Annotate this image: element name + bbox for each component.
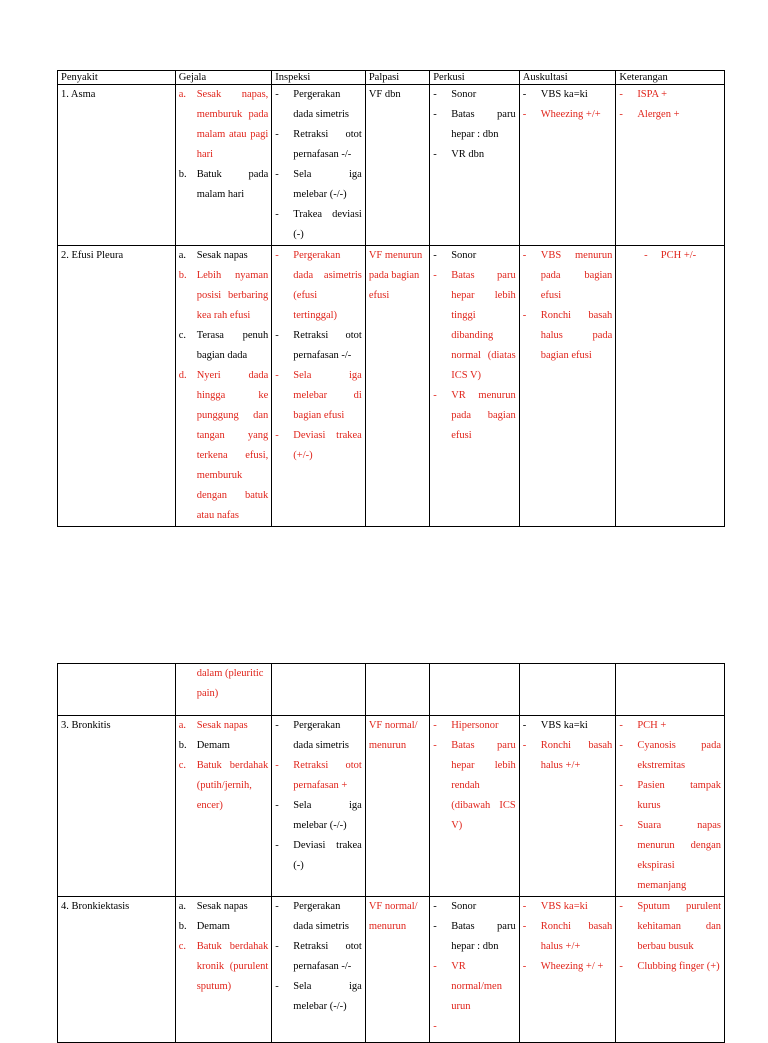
list-marker: -: [522, 310, 527, 321]
list-item-text: Deviasi trakea (+/-): [293, 430, 362, 461]
list-item-text: VR dbn: [451, 149, 485, 160]
list-marker: -: [275, 941, 279, 952]
list-item-text: Pergerakan dada asimetris (efusi tertinggal): [293, 250, 362, 321]
list-item-text: Pergerakan dada simetris: [293, 720, 349, 751]
bullet-list: [179, 716, 269, 816]
list-item: [619, 816, 721, 896]
list-item-text: Pergerakan dada simetris: [293, 89, 349, 120]
header-keterangan: Keterangan: [616, 71, 725, 85]
list-item-text: Pergerakan dada simetris: [293, 901, 349, 932]
table-row: [58, 664, 725, 716]
palpasi-text: VF normal/ menurun: [368, 720, 418, 751]
list-marker: -: [619, 901, 623, 912]
palpasi-cell: [365, 664, 429, 716]
list-item: [179, 246, 269, 266]
list-item-text: VBS ka=ki: [540, 901, 588, 912]
list-item-text: Batuk pada malam hari: [196, 169, 269, 200]
penyakit-cell: 3. Bronkitis: [58, 716, 176, 897]
list-item: [523, 736, 613, 776]
list-marker: c.: [178, 941, 186, 952]
list-item: [275, 836, 362, 876]
gejala-cell: [175, 716, 272, 897]
palpasi-text: VF normal/ menurun: [368, 901, 418, 932]
list-marker: -: [275, 89, 279, 100]
auskultasi-cell: [519, 664, 616, 716]
list-item: [179, 366, 269, 526]
list-item: [275, 426, 362, 466]
list-marker: -: [433, 961, 437, 972]
list-marker: -: [619, 89, 623, 100]
inspeksi-cell: [272, 85, 366, 246]
list-item: [179, 756, 269, 816]
list-item: [619, 85, 721, 105]
table-row: [58, 716, 725, 897]
list-marker: -: [433, 901, 437, 912]
list-item: [619, 776, 721, 816]
list-marker: -: [522, 89, 527, 100]
list-item: [619, 897, 721, 957]
list-marker: b.: [178, 921, 187, 932]
table-row: [58, 85, 725, 246]
gejala-cell: [175, 664, 272, 716]
list-item: [523, 246, 613, 306]
bullet-list: [433, 716, 516, 836]
header-perkusi: Perkusi: [430, 71, 520, 85]
palpasi-cell: [365, 85, 429, 246]
list-item: [433, 246, 516, 266]
keterangan-cell: [616, 716, 725, 897]
keterangan-cell: [616, 85, 725, 246]
list-item: [275, 716, 362, 756]
auskultasi-cell: [519, 716, 616, 897]
list-item-text: Sela iga melebar di bagian efusi: [293, 370, 362, 421]
bullet-list: [523, 246, 613, 366]
list-item: [433, 386, 516, 446]
bullet-list: [433, 85, 516, 165]
list-item-text: ISPA +: [637, 89, 668, 100]
bullet-list: [275, 85, 362, 245]
list-marker: -: [433, 149, 437, 160]
list-item: [619, 105, 721, 125]
list-marker: c.: [178, 330, 186, 341]
header-gejala: Gejala: [175, 71, 272, 85]
list-marker: -: [275, 901, 279, 912]
list-item: [275, 125, 362, 165]
auskultasi-cell: [519, 85, 616, 246]
list-item: [523, 716, 613, 736]
list-marker: -: [433, 390, 437, 401]
list-item: [523, 917, 613, 957]
list-item-text: [451, 1017, 516, 1037]
list-item: [275, 366, 362, 426]
list-item: [523, 85, 613, 105]
keterangan-cell: [616, 664, 725, 716]
list-marker: -: [275, 250, 279, 261]
list-item-text: Pasien tampak kurus: [637, 780, 721, 811]
list-marker: -: [433, 109, 437, 120]
list-marker: a.: [178, 250, 186, 261]
list-item: [433, 897, 516, 917]
list-item: [275, 897, 362, 937]
table-row: [58, 246, 725, 527]
list-marker: -: [433, 720, 437, 731]
list-marker: a.: [178, 901, 186, 912]
list-item: [433, 105, 516, 145]
disease-table-2: [57, 663, 725, 1043]
list-item: [433, 736, 516, 836]
list-item: [433, 716, 516, 736]
bullet-list: [179, 897, 269, 997]
list-item-text: VR normal/men urun: [451, 961, 502, 1012]
list-item: [433, 266, 516, 386]
list-item-text: Lebih nyaman posisi berbaring kea rah efusi: [196, 270, 269, 321]
list-item-text: Sonor: [451, 250, 477, 261]
list-item-text: Sesak napas: [196, 901, 248, 912]
list-item-text: Alergen +: [637, 109, 680, 120]
gejala-cell: [175, 85, 272, 246]
list-item-text: VBS ka=ki: [540, 720, 588, 731]
list-item-text: Batas paru hepar lebih rendah (dibawah ICS V): [451, 740, 516, 831]
list-marker: -: [433, 89, 437, 100]
list-item-text: PCH +: [637, 720, 667, 731]
list-item: [275, 756, 362, 796]
list-item: [179, 326, 269, 366]
list-item-text: Sela iga melebar (-/-): [293, 169, 362, 200]
bullet-list: [275, 246, 362, 466]
list-marker: -: [619, 961, 623, 972]
list-item: [275, 246, 362, 326]
bullet-list: [619, 897, 721, 977]
bullet-list: [523, 85, 613, 125]
list-item-text: Cyanosis pada ekstremitas: [637, 740, 721, 771]
list-item: [433, 1017, 516, 1037]
list-marker: -: [275, 800, 279, 811]
auskultasi-cell: [519, 897, 616, 1043]
list-item: [433, 85, 516, 105]
bullet-list: [433, 246, 516, 446]
list-marker: -: [433, 250, 437, 261]
list-item: [275, 326, 362, 366]
list-marker: -: [275, 840, 279, 851]
list-marker: -: [275, 209, 279, 220]
list-item-text: Sonor: [451, 901, 477, 912]
list-item: [523, 897, 613, 917]
list-item: [275, 165, 362, 205]
header-auskultasi: Auskultasi: [519, 71, 616, 85]
bullet-list: [179, 246, 269, 526]
list-item: [275, 937, 362, 977]
penyakit-cell: 1. Asma: [58, 85, 176, 246]
list-marker: b.: [178, 169, 187, 180]
inspeksi-cell: [272, 716, 366, 897]
perkusi-cell: [430, 897, 520, 1043]
list-item-text: Demam: [196, 740, 230, 751]
list-item-text: Sesak napas: [196, 250, 248, 261]
list-item-text: Ronchi basah halus +/+: [540, 740, 613, 771]
list-item: [179, 937, 269, 997]
palpasi-cell: [365, 897, 429, 1043]
list-item-text: Batuk berdahak kronik (purulent sputum): [196, 941, 269, 992]
list-item-text: Nyeri dada hingga ke punggung dan tangan yang terkena efusi, memburuk dengan batuk atau nafas: [196, 370, 269, 521]
list-item-text: Suara napas menurun dengan ekspirasi memanjang: [637, 820, 721, 891]
perkusi-cell: [430, 246, 520, 527]
penyakit-cell: 4. Bronkiektasis: [58, 897, 176, 1043]
penyakit-cell: [58, 664, 176, 716]
inspeksi-cell: [272, 246, 366, 527]
table-row: [58, 897, 725, 1043]
list-marker: -: [433, 740, 437, 751]
bullet-list: [619, 716, 721, 896]
palpasi-cell: [365, 716, 429, 897]
list-item: [275, 205, 362, 245]
list-item-text: Sonor: [451, 89, 477, 100]
list-marker: -: [433, 270, 437, 281]
keterangan-text: - PCH +/-: [644, 250, 697, 261]
list-marker: -: [275, 430, 279, 441]
list-item: [619, 716, 721, 736]
list-item-text: Trakea deviasi (-): [293, 209, 362, 240]
list-marker: -: [522, 250, 527, 261]
list-item-text: Hipersonor: [451, 720, 499, 731]
list-item: [433, 917, 516, 957]
list-item: [275, 977, 362, 1017]
list-item: [433, 957, 516, 1017]
list-item: [619, 957, 721, 977]
inspeksi-cell: [272, 664, 366, 716]
bullet-list: [523, 897, 613, 977]
gejala-cell: [175, 246, 272, 527]
list-item-text: Clubbing finger (+): [637, 961, 720, 972]
list-marker: -: [522, 720, 527, 731]
bullet-list: [275, 897, 362, 1017]
list-marker: b.: [178, 740, 187, 751]
gejala-cell: [175, 897, 272, 1043]
auskultasi-cell: [519, 246, 616, 527]
inspeksi-cell: [272, 897, 366, 1043]
list-marker: -: [275, 760, 279, 771]
palpasi-text: VF menurun pada bagian efusi: [368, 250, 423, 301]
bullet-list: [433, 897, 516, 1037]
list-item-text: Terasa penuh bagian dada: [196, 330, 269, 361]
list-item: [179, 897, 269, 917]
list-item-text: Batuk berdahak (putih/jernih, encer): [196, 760, 269, 811]
list-item: [275, 85, 362, 125]
list-marker: c.: [178, 760, 186, 771]
list-item-text: Deviasi trakea (-): [293, 840, 362, 871]
list-item-text: Ronchi basah halus +/+: [540, 921, 613, 952]
bullet-list: [275, 716, 362, 876]
list-item-text: Retraksi otot pernafasan -/-: [293, 330, 362, 361]
list-item-text: Retraksi otot pernafasan +: [293, 760, 362, 791]
list-item: [523, 957, 613, 977]
list-marker: -: [619, 720, 623, 731]
list-marker: -: [522, 109, 527, 120]
perkusi-cell: [430, 664, 520, 716]
list-marker: a.: [178, 720, 186, 731]
list-item: [433, 145, 516, 165]
list-item: [179, 716, 269, 736]
list-marker: b.: [178, 270, 187, 281]
list-marker: -: [433, 1021, 437, 1032]
list-item-text: Sela iga melebar (-/-): [293, 981, 362, 1012]
bullet-list: [179, 85, 269, 205]
list-marker: -: [275, 720, 279, 731]
header-row: [58, 71, 725, 85]
list-marker: -: [619, 740, 623, 751]
list-marker: -: [433, 921, 437, 932]
disease-table-1: [57, 70, 725, 527]
list-item-text: Retraksi otot pernafasan -/-: [293, 129, 362, 160]
list-item-text: Sesak napas: [196, 720, 248, 731]
list-item: [179, 85, 269, 165]
list-item-text: Sesak napas, memburuk pada malam atau pagi hari: [196, 89, 269, 160]
perkusi-cell: [430, 716, 520, 897]
bullet-list: [523, 716, 613, 776]
list-item: [275, 796, 362, 836]
list-marker: -: [522, 961, 527, 972]
list-marker: -: [275, 169, 279, 180]
header-inspeksi: Inspeksi: [272, 71, 366, 85]
list-item-text: Batas paru hepar : dbn: [451, 109, 516, 140]
list-marker: -: [275, 370, 279, 381]
list-item-text: Batas paru hepar : dbn: [451, 921, 516, 952]
list-item-text: Wheezing +/+: [540, 109, 601, 120]
list-marker: -: [522, 901, 527, 912]
list-item: [179, 165, 269, 205]
list-marker: -: [522, 740, 527, 751]
list-item-text: Retraksi otot pernafasan -/-: [293, 941, 362, 972]
penyakit-cell: 2. Efusi Pleura: [58, 246, 176, 527]
header-penyakit: Penyakit: [58, 71, 176, 85]
list-marker: a.: [178, 89, 186, 100]
keterangan-cell: [616, 897, 725, 1043]
list-marker: -: [619, 820, 623, 831]
list-item: [179, 736, 269, 756]
list-item-text: VBS menurun pada bagian efusi: [540, 250, 613, 301]
list-item-text: Demam: [196, 921, 230, 932]
list-marker: -: [619, 780, 623, 791]
list-marker: -: [275, 981, 279, 992]
gejala-continuation: dalam (pleuritic pain): [196, 668, 264, 699]
list-marker: d.: [178, 370, 187, 381]
list-item: [523, 306, 613, 366]
list-item-text: VBS ka=ki: [540, 89, 588, 100]
list-marker: -: [522, 921, 527, 932]
list-item-text: Batas paru hepar lebih tinggi dibanding normal (diatas ICS V): [451, 270, 516, 381]
list-item: [179, 917, 269, 937]
header-palpasi: Palpasi: [365, 71, 429, 85]
list-item-text: Sputum purulent kehitaman dan berbau busuk: [637, 901, 721, 952]
list-marker: -: [275, 129, 279, 140]
list-item: [523, 105, 613, 125]
list-marker: -: [275, 330, 279, 341]
list-item-text: Ronchi basah halus pada bagian efusi: [540, 310, 613, 361]
keterangan-cell: [616, 246, 725, 527]
list-item-text: VR menurun pada bagian efusi: [451, 390, 516, 441]
palpasi-text: VF dbn: [368, 89, 401, 100]
bullet-list: [619, 85, 721, 125]
list-item-text: Wheezing +/ +: [540, 961, 604, 972]
list-item-text: Sela iga melebar (-/-): [293, 800, 362, 831]
palpasi-cell: [365, 246, 429, 527]
list-item: [619, 736, 721, 776]
perkusi-cell: [430, 85, 520, 246]
list-marker: -: [619, 109, 623, 120]
list-item: [179, 266, 269, 326]
